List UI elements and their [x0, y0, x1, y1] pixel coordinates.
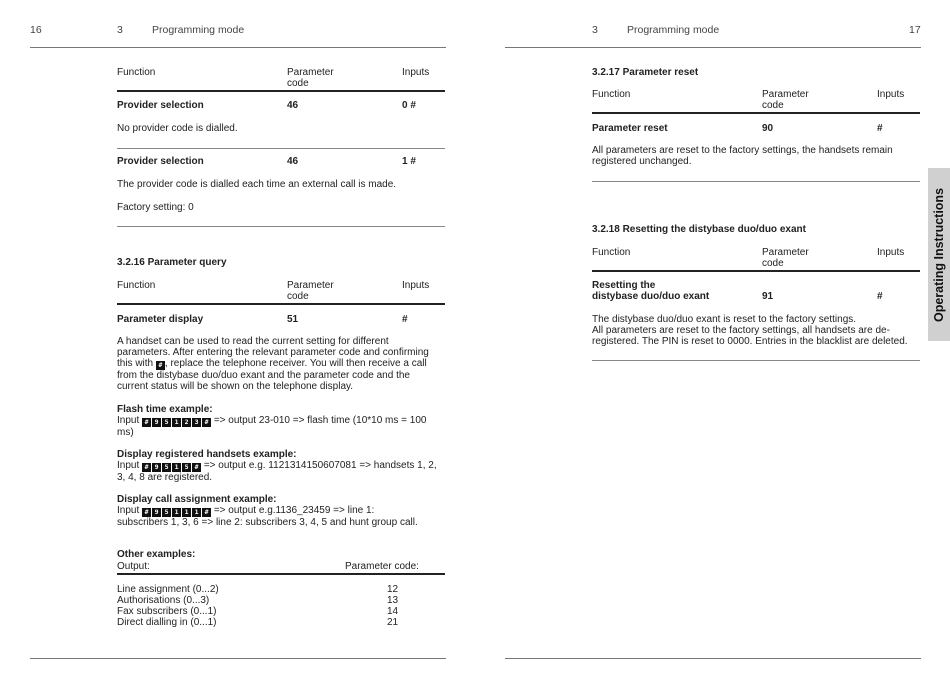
row-divider [117, 148, 445, 149]
table-rule [117, 90, 445, 92]
key-glyph: 1 [172, 508, 181, 517]
col-inputs-header: Inputs [877, 89, 905, 100]
key-glyph: 5 [162, 508, 171, 517]
row-inputs: 0 # [402, 100, 416, 111]
other-examples-title: Other examples: [117, 549, 196, 560]
key-glyph: 1 [172, 418, 181, 427]
row-inputs: # [877, 123, 883, 134]
row-note: No provider code is dialled. [117, 123, 238, 134]
section-title: 3.2.16 Parameter query [117, 257, 227, 268]
description-paragraph: A handset can be used to read the current setting for different parameters. After entering the relevant parameter code and confirming this with # , replace the telephone receiver. You will then receive a call from the distybase duo/duo exant and the parameter code and the current status will be shown on the telephone display. [117, 336, 429, 392]
key-glyph: 1 [172, 463, 181, 472]
row-divider [117, 226, 445, 227]
row-code: 51 [287, 314, 299, 325]
row-code: 90 [762, 123, 774, 134]
list-item [117, 584, 447, 595]
key-glyph: 5 [162, 463, 171, 472]
row-function: Parameter display [117, 314, 204, 325]
operating-instructions-tab[interactable] [928, 168, 950, 341]
list-item [117, 595, 447, 606]
col-inputs-header: Inputs [402, 67, 430, 78]
list-item [117, 606, 447, 617]
row-function: Parameter reset [592, 123, 668, 134]
col-inputs-header: Inputs [402, 280, 430, 291]
factory-setting: Factory setting: 0 [117, 202, 194, 213]
list-item-code: 21 [387, 617, 399, 628]
key-sequence [142, 508, 211, 517]
key-glyph: 2 [182, 418, 191, 427]
chapter-title: Programming mode [627, 24, 720, 36]
table-rule [117, 303, 445, 305]
key-glyph: 5 [182, 463, 191, 472]
section-divider [592, 181, 920, 182]
table-rule [592, 270, 920, 272]
col-function-header: Function [117, 280, 156, 291]
key-glyph: 9 [152, 463, 161, 472]
table-rule [117, 573, 445, 575]
list-item-label: Authorisations (0...3) [117, 595, 210, 606]
list-item-label: Line assignment (0...2) [117, 584, 219, 595]
row-inputs: 1 # [402, 156, 416, 167]
key-glyph: 1 [192, 508, 201, 517]
list-item-label: Direct dialling in (0...1) [117, 617, 217, 628]
row-inputs: # [402, 314, 408, 325]
row-function: Provider selection [117, 100, 204, 111]
key-sequence [142, 418, 211, 427]
header-rule [30, 47, 446, 48]
row-function: Resetting the distybase duo/duo exant [592, 280, 710, 302]
col-code-header: Parameter code: [345, 561, 419, 572]
section-title: 3.2.18 Resetting the distybase duo/duo exant [592, 224, 806, 235]
description-paragraph: The distybase duo/duo exant is reset to the factory settings. All parameters are reset to the factory settings, all handsets are de- registered. The PIN is reset to 0000. Entries in the blacklist are deleted. [592, 314, 908, 347]
col-output-header: Output: [117, 561, 150, 572]
col-inputs-header: Inputs [877, 247, 905, 258]
chapter-number: 3 [117, 24, 123, 36]
description-paragraph: All parameters are reset to the factory settings, the handsets remain registered unchanged. [592, 145, 893, 167]
list-item [117, 617, 447, 628]
header-rule [505, 47, 921, 48]
list-item-code: 14 [387, 606, 399, 617]
side-tab-label: Operating Instructions [932, 187, 946, 322]
list-item-code: 13 [387, 595, 399, 606]
table-rule [592, 112, 920, 114]
section-divider [592, 360, 920, 361]
key-glyph: # [142, 463, 151, 472]
section-title: 3.2.17 Parameter reset [592, 67, 699, 78]
key-glyph: 3 [192, 418, 201, 427]
list-item-code: 12 [387, 584, 399, 595]
row-note: The provider code is dialled each time an external call is made. [117, 179, 397, 190]
chapter-number: 3 [592, 24, 598, 36]
row-code: 46 [287, 100, 299, 111]
registered-handsets-example: Display registered handsets example: Input # 9 5 1 5 # => output e.g. 1121314150607081 => handsets 1, 2, 3, 4, 8 are registered. [117, 449, 437, 483]
call-assignment-example: Display call assignment example: Input # 9 5 1 1 1 # => output e.g.1136_23459 => line 1: subscribers 1, 3, 6 => line 2: subscribers 3, 4, 5 and hunt group call. [117, 494, 418, 528]
key-glyph: # [192, 463, 201, 472]
col-param-header: Parameter code [287, 280, 334, 302]
key-glyph: # [142, 418, 151, 427]
row-inputs: # [877, 291, 883, 302]
key-glyph: 1 [182, 508, 191, 517]
row-code: 91 [762, 291, 774, 302]
col-param-header: Parameter code [762, 247, 809, 269]
key-glyph: # [142, 508, 151, 517]
col-function-header: Function [592, 247, 631, 258]
footer-rule [30, 658, 446, 659]
key-glyph: 9 [152, 508, 161, 517]
right-page [475, 0, 950, 674]
list-item-label: Fax subscribers (0...1) [117, 606, 217, 617]
row-function: Provider selection [117, 156, 204, 167]
key-glyph: # [202, 418, 211, 427]
col-function-header: Function [592, 89, 631, 100]
key-glyph: # [202, 508, 211, 517]
col-param-header: Parameter code [287, 67, 334, 89]
page-number: 17 [909, 24, 921, 36]
chapter-title: Programming mode [152, 24, 245, 36]
col-function-header: Function [117, 67, 156, 78]
other-examples-list [117, 584, 447, 628]
page-number: 16 [30, 24, 42, 36]
flash-time-example: Flash time example: Input # 9 5 1 2 3 # => output 23-010 => flash time (10*10 ms = 100 ms) [117, 404, 427, 438]
key-glyph: 9 [152, 418, 161, 427]
footer-rule [505, 658, 921, 659]
row-code: 46 [287, 156, 299, 167]
col-param-header: Parameter code [762, 89, 809, 111]
key-glyph: 5 [162, 418, 171, 427]
key-sequence [142, 463, 201, 472]
